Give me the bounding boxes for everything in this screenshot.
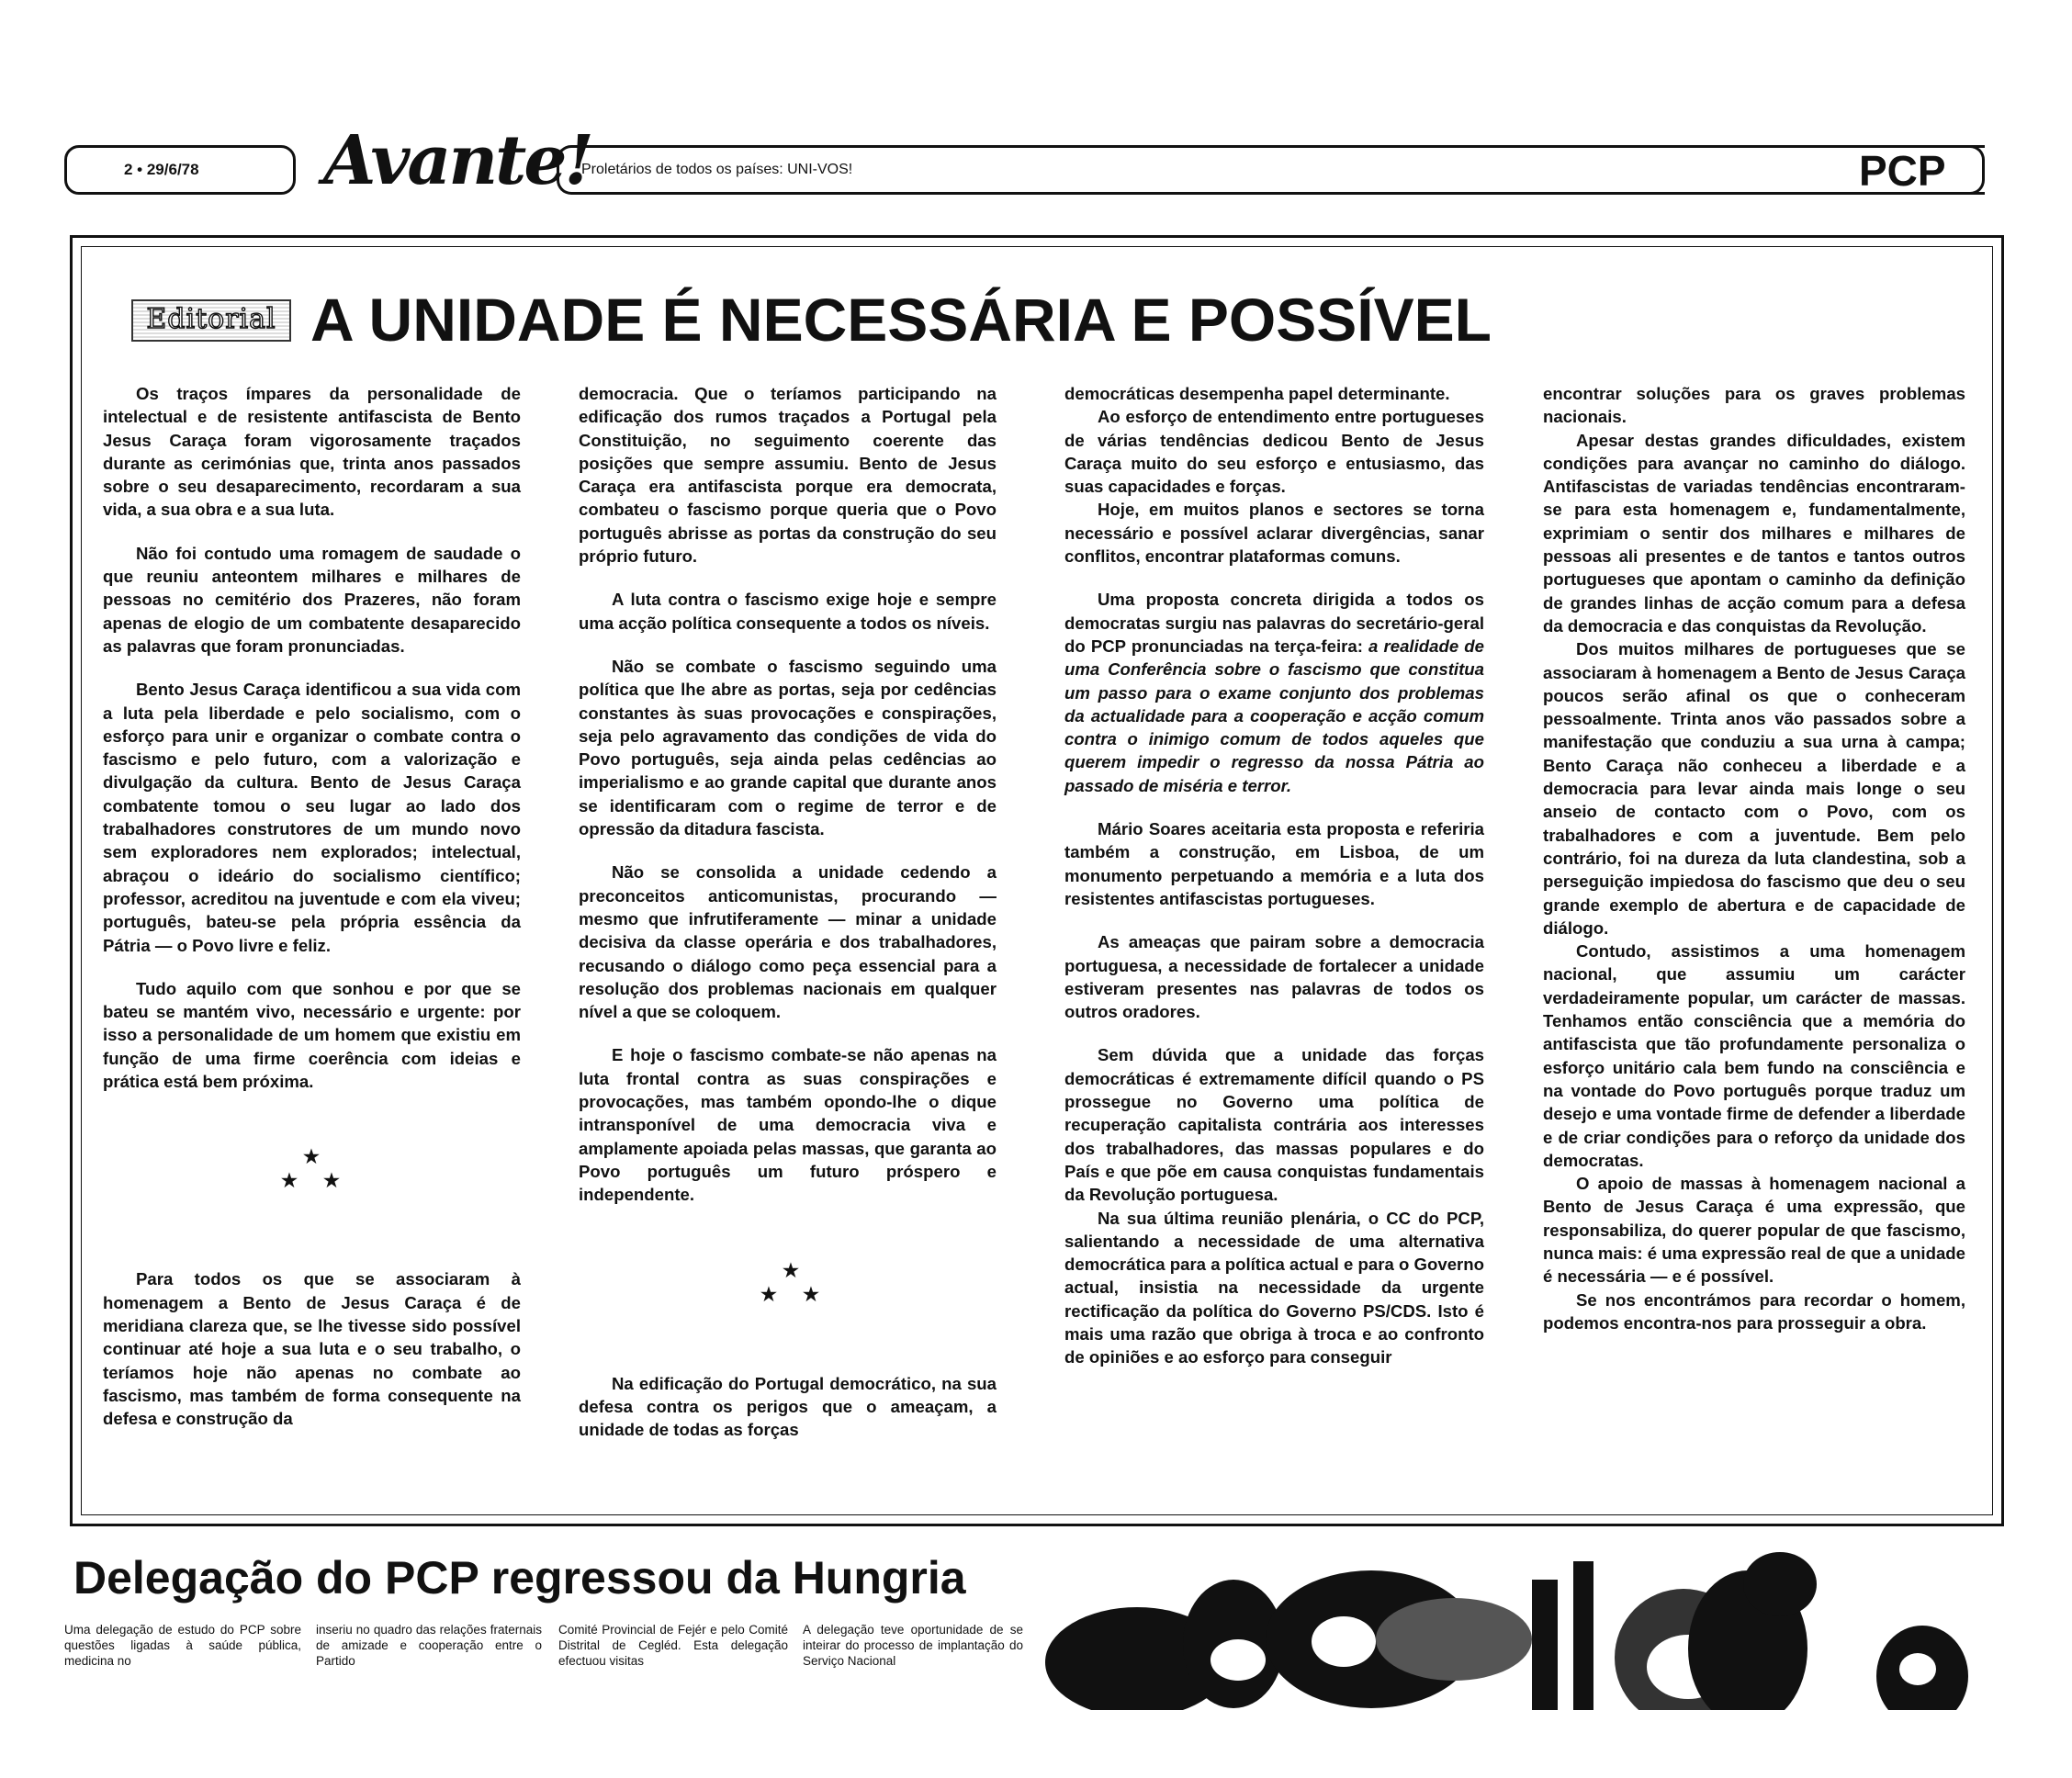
editorial-section-label: Editorial [131, 299, 291, 342]
photo-shape [1211, 1639, 1266, 1681]
paragraph: democráticas desempenha papel determinante. [1064, 384, 1450, 403]
editorial-headline: A UNIDADE É NECESSÁRIA E POSSÍVEL [310, 286, 1492, 354]
story-column-2: inseriu no quadro das relações fraternais de amizade e cooperação entre o Partido [316, 1623, 542, 1668]
star-icon: ★ [760, 1284, 777, 1305]
paragraph: Apesar destas grandes dificuldades, existem condições para avançar no caminho do diálogo. Antifascistas de variadas tendências encontraram-se para esta homenagem e, fundamentalmente, exprimiam o sentir dos milhares e milhares de pessoas ali presentes e de tantos e tantos outros portugueses que apontam o caminho da definição de grandes linhas de acção comum para a defesa da democracia e das conquistas da Revolução. [1543, 430, 1965, 636]
paragraph: E hoje o fascismo combate-se não apenas na luta frontal contra as suas conspirações e provocações, mas também opondo-lhe o dique intransponível de uma democracia viva e amplamente apoiada pelas massas, que garanta ao Povo português um futuro próspero e independente. [579, 1045, 997, 1205]
photo-shape [1573, 1561, 1593, 1710]
delegation-photo [1045, 1552, 1978, 1710]
party-label: PCP [1859, 145, 1985, 195]
editorial-column-1 [103, 382, 521, 1430]
motto-box [557, 145, 1985, 195]
star-icon: ★ [323, 1171, 340, 1192]
paragraph: Contudo, assistimos a uma homenagem nacional, que assumiu um carácter verdadeiramente popular, um carácter de massas. Tenhamos então consciência que a memória do antifascista que tão profundamente personaliza o esforço unitário cala bem fundo na consciência e na vontade do Povo português porque traduz um desejo e uma vontade firme de defender a liberdade e de criar condições para o reforço da unidade dos democratas. [1543, 941, 1965, 1170]
paragraph: Se nos encontrámos para recordar o homem, podemos encontra-nos para prosseguir a obra. [1543, 1289, 1965, 1333]
story-headline: Delegação do PCP regressou da Hungria [73, 1552, 966, 1604]
paragraph: Hoje, em muitos planos e sectores se torna necessário e possível aclarar divergências, sanar conflitos, encontrar plataformas comuns. [1064, 500, 1484, 567]
star-icon: ★ [783, 1260, 799, 1281]
motto: Proletários de todos os países: UNI-VOS! [581, 162, 853, 177]
paragraph: Bento Jesus Caraça identificou a sua vida com a luta pela liberdade e pelo socialismo, com o esforço para unir e organizar o combate contra o fascismo e pelo futuro, com a valorização e divulgação da cultura. Bento de Jesus Caraça combatente tomou o seu lugar ao lado dos trabalhadores construtores de um mundo novo sem exploradores nem explorados; intelectual, abraçou o ideário do socialismo científico; professor, acreditou na juventude e com ela viveu; português, bateu-se pela própria essência da Pátria — o Povo livre e feliz. [103, 680, 521, 955]
paragraph: Não se consolida a unidade cedendo a preconceitos anticomunistas, procurando — mesmo que infrutiferamente — minar a unidade decisiva da classe operária e dos trabalhadores, recusando o diálogo como peça essencial para a resolução dos problemas nacionais em qualquer nível a que se coloquem. [579, 862, 997, 1022]
editorial-column-3 [1064, 382, 1484, 1369]
paragraph: democracia. Que o teríamos participando na edificação dos rumos traçados a Portugal pela Constituição, no seguimento coerente das posições que sempre assumiu. Bento de Jesus Caraça era antifascista porque era democrata, combateu o fascismo porque queria que o Povo português abrisse as portas da construção do seu próprio futuro. [579, 384, 997, 567]
paragraph: Não se combate o fascismo seguindo uma política que lhe abre as portas, seja por cedências constantes às suas provocações e conspirações, seja pelo agravamento das condições de vida do Povo português, seja ainda pelas cedências ao imperialismo e ao grande capital que durante anos se identificaram com o regime de terror e de opressão da ditadura fascista. [579, 656, 997, 839]
editorial-column-4 [1543, 382, 1965, 1334]
newspaper-logo: Avante! [323, 121, 591, 200]
issue-date: 2 • 29/6/78 [124, 161, 199, 178]
paragraph-text: Uma proposta concreta dirigida a todos os democratas surgiu nas palavras do secretário-geral do PCP pronunciadas na terça-feira: [1064, 590, 1484, 656]
photo-shape [1743, 1552, 1817, 1616]
issue-date-box [64, 145, 296, 195]
star-separator [579, 1262, 997, 1317]
paragraph: Dos muitos milhares de portugueses que se associaram à homenagem a Bento de Jesus Caraça poucos serão afinal os que o conheceram pessoalmente. Trinta anos vão passados sobre a manifestação que conduziu a sua urna à campa; Bento Caraça não conheceu a liberdade e a democracia para levar ainda mais longe o seu anseio de contacto com o Povo, com os trabalhadores e com a juventude. Bem pelo contrário, foi na dureza da luta clandestina, sob a perseguição impiedosa do fascismo que deu o seu grande exemplo de abertura e de capacidade de diálogo. [1543, 639, 1965, 938]
star-separator [103, 1148, 521, 1203]
paragraph: O apoio de massas à homenagem nacional a Bento de Jesus Caraça é uma expressão, que responsabiliza, do querer popular de que fascismo, nunca mais: é uma expressão real de que a unidade é necessária — e é possível. [1543, 1174, 1965, 1287]
photo-shape [1376, 1598, 1532, 1681]
proposal-quote: a realidade de uma Conferência sobre o fascismo que constitua um passo para o exame conjunto dos problemas da actualidade para a cooperação e acção comum contra o inimigo comum de todos aqueles que querem impedir o regresso da nossa Pátria ao passado de miséria e terror. [1064, 636, 1484, 795]
photo-shape [1899, 1653, 1936, 1685]
story-column-1: Uma delegação de estudo do PCP sobre questões ligadas à saúde pública, medicina no [64, 1623, 301, 1668]
photo-shape [1312, 1616, 1376, 1667]
story-column-4: A delegação teve oportunidade de se inteirar do processo de implantação do Serviço Nacional [803, 1623, 1023, 1668]
paragraph: Sem dúvida que a unidade das forças democráticas é extremamente difícil quando o PS prossegue no Governo uma política de recuperação capitalista contrária aos interesses dos trabalhadores, das massas populares e do País e que põe em causa conquistas fundamentais da Revolução portuguesa. [1064, 1045, 1484, 1205]
paragraph: Tudo aquilo com que sonhou e por que se bateu se mantém vivo, necessário e urgente: por isso a personalidade de um homem que existiu em função de uma firme coerência com ideias e prática está bem próxima. [103, 978, 521, 1092]
paragraph: Os traços ímpares da personalidade de intelectual e de resistente antifascista de Bento Jesus Caraça foram vigorosamente traçados durante as cerimónias que, trinta anos passados sobre o seu desaparecimento, recordaram a sua vida, a sua obra e a sua luta. [103, 384, 521, 520]
star-icon: ★ [281, 1171, 298, 1192]
paragraph: Na sua última reunião plenária, o CC do PCP, salientando a necessidade de uma alternativa democrática para a política actual e para o Governo actual, insistia na necessidade da urgente rectificação da política do Governo PS/CDS. Isto é mais uma razão que obriga à troca e ao confronto de opiniões e ao esforço para conseguir [1064, 1208, 1484, 1367]
paragraph: Ao esforço de entendimento entre portugueses de várias tendências dedicou Bento de Jesus Caraça muito do seu esforço e entusiasmo, das suas capacidades e forças. [1064, 407, 1484, 497]
paragraph: As ameaças que pairam sobre a democracia portuguesa, a necessidade de fortalecer a unidade estiveram presentes nas palavras de todos os outros oradores. [1064, 932, 1484, 1022]
star-icon: ★ [803, 1284, 819, 1305]
paragraph: Na edificação do Portugal democrático, na sua defesa contra os perigos que o ameaçam, a unidade de todas as forças [579, 1373, 997, 1440]
star-icon: ★ [303, 1147, 320, 1168]
paragraph: Não foi contudo uma romagem de saudade o que reuniu anteontem milhares e milhares de pessoas no cemitério dos Prazeres, não foram apenas de elogio de um combatente desaparecido as palavras que foram pronunciadas. [103, 543, 521, 656]
photo-shape [1532, 1580, 1558, 1710]
paragraph: encontrar soluções para os graves problemas nacionais. [1543, 384, 1965, 427]
paragraph [1064, 588, 1484, 797]
editorial-column-2 [579, 382, 997, 1441]
paragraph: A luta contra o fascismo exige hoje e sempre uma acção política consequente a todos os níveis. [579, 590, 997, 633]
story-column-3: Comité Provincial de Fejér e pelo Comité Distrital de Cegléd. Esta delegação efectuou visitas [558, 1623, 788, 1668]
paragraph: Para todos os que se associaram à homenagem a Bento de Jesus Caraça é de meridiana clareza que, se lhe tivesse sido possível continuar até hoje a sua luta e o seu trabalho, o teríamos hoje não apenas no combate ao fascismo, mas também de forma consequente na defesa e construção da [103, 1269, 521, 1429]
paragraph: Mário Soares aceitaria esta proposta e referiria também a construção, em Lisboa, de um monumento perpetuando a memória e a luta dos resistentes antifascistas portugueses. [1064, 819, 1484, 908]
